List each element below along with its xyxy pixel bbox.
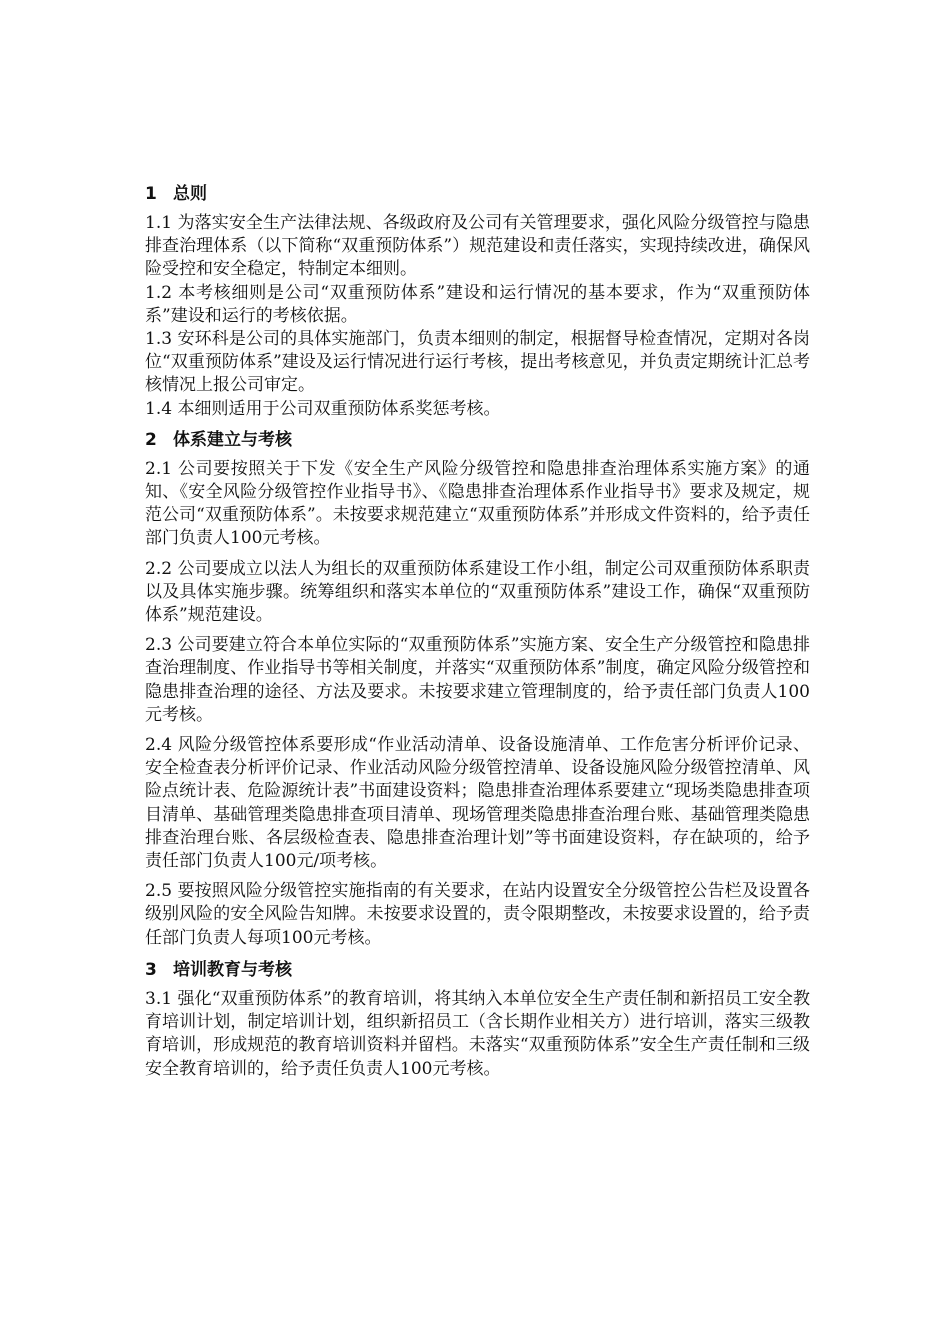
document-body: [145, 183, 810, 1081]
paragraph-3-1: 3.1 强化“双重预防体系”的教育培训，将其纳入本单位安全生产责任制和新招员工安全教育培训计划，制定培训计划，组织新招员工（含长期作业相关方）进行培训，落实三级教育培训，形成规范的教育培训资料并留档。未落实“双重预防体系”安全生产责任制和三级安全教育培训的，给予责任负责人100元考核。: [145, 988, 810, 1079]
section-1-heading: [145, 183, 810, 206]
paragraph-1-3: 1.3 安环科是公司的具体实施部门，负责本细则的制定，根据督导检查情况，定期对各岗位“双重预防体系”建设及运行情况进行运行考核，提出考核意见，并负责定期统计汇总考核情况上报公司审定。: [145, 329, 810, 396]
section-2-heading: [145, 429, 810, 452]
section-2-number: 2: [145, 429, 157, 450]
section-3-number: 3: [145, 959, 157, 980]
section-3-heading: [145, 959, 810, 982]
paragraph-2-1: 2.1 公司要按照关于下发《安全生产风险分级管控和隐患排查治理体系实施方案》的通知、《安全风险分级管控作业指导书》、《隐患排查治理体系作业指导书》要求及规定，规范公司“双重预防体系”。未按要求规范建立“双重预防体系”并形成文件资料的，给予责任部门负责人100元考核。: [145, 458, 810, 549]
section-2-title: 体系建立与考核: [173, 429, 292, 450]
paragraph-1-1: 1.1 为落实安全生产法律法规、各级政府及公司有关管理要求，强化风险分级管控与隐患排查治理体系（以下简称“双重预防体系”）规范建设和责任落实，实现持续改进，确保风险受控和安全稳定，特制定本细则。: [145, 213, 810, 280]
paragraph-2-5: 2.5 要按照风险分级管控实施指南的有关要求，在站内设置安全分级管控公告栏及设置各级别风险的安全风险告知牌。未按要求设置的，责令限期整改，未按要求设置的，给予责任部门负责人每项100元考核。: [145, 881, 810, 948]
section-1-title: 总则: [173, 184, 207, 204]
paragraph-2-4: 2.4 风险分级管控体系要形成“作业活动清单、设备设施清单、工作危害分析评价记录、安全检查表分析评价记录、作业活动风险分级管控清单、设备设施风险分级管控清单、风险点统计表、危险源统计表”书面建设资料；隐患排查治理体系要建立“现场类隐患排查项目清单、基础管理类隐患排查项目清单、现场管理类隐患排查治理台账、基础管理类隐患排查治理台账、各层级检查表、隐患排查治理计划”等书面建设资料，存在缺项的，给予责任部门负责人100元/项考核。: [145, 735, 810, 872]
paragraph-1-2: 1.2 本考核细则是公司“双重预防体系”建设和运行情况的基本要求，作为“双重预防体系”建设和运行的考核依据。: [145, 282, 810, 326]
section-3-title: 培训教育与考核: [173, 959, 292, 980]
section-1-number: 1: [145, 184, 157, 204]
paragraph-2-2: 2.2 公司要成立以法人为组长的双重预防体系建设工作小组，制定公司双重预防体系职责以及具体实施步骤。统筹组织和落实本单位的“双重预防体系”建设工作，确保“双重预防体系”规范建设。: [145, 558, 810, 626]
paragraph-2-3: 2.3 公司要建立符合本单位实际的“双重预防体系”实施方案、安全生产分级管控和隐患排查治理制度、作业指导书等相关制度，并落实“双重预防体系”制度，确定风险分级管控和隐患排查治理的途径、方法及要求。未按要求建立管理制度的，给予责任部门负责人100元考核。: [145, 635, 810, 725]
paragraph-1-4: 1.4 本细则适用于公司双重预防体系奖惩考核。: [145, 398, 501, 419]
